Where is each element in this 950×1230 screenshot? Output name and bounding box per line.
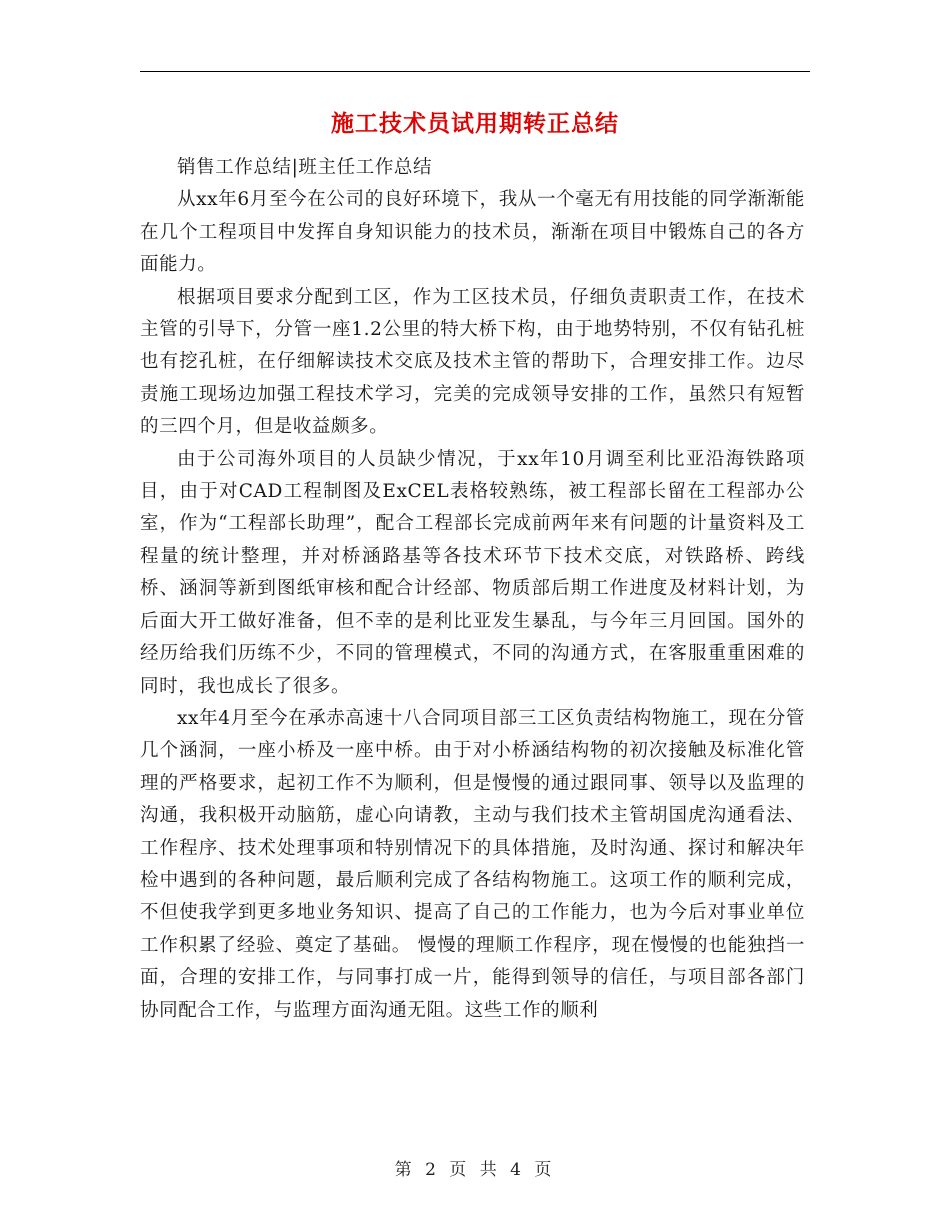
document-title: 施工技术员试用期转正总结	[331, 110, 619, 137]
document-body	[140, 152, 805, 1027]
paragraph-current-project: xx年4月至今在承赤高速十八合同项目部三工区负责结构物施工，现在分管几个涵洞，一座小桥及一座中桥。由于对小桥涵结构物的初次接触及标准化管理的严格要求，起初工作不为顺利，但是慢慢的通过跟同事、领导以及监理的沟通，我积极开动脑筋，虚心向请教，主动与我们技术主管胡国虎沟通看法、工作程序、技术处理事项和特别情况下的具体措施，及时沟通、探讨和解决年检中遇到的各种问题，最后顺利完成了各结构物施工。这项工作的顺利完成，不但使我学到更多地业务知识、提高了自己的工作能力，也为今后对事业单位工作积累了经验、奠定了基础。 慢慢的理顺工作程序，现在慢慢的也能独挡一面，合理的安排工作，与同事打成一片，能得到领导的信任，与项目部各部门协同配合工作，与监理方面沟通无阻。这些工作的顺利	[140, 707, 805, 1021]
paragraph-first-project: 根据项目要求分配到工区，作为工区技术员，仔细负责职责工作，在技术主管的引导下，分管一座1.2公里的特大桥下构，由于地势特别，不仅有钻孔桩也有挖孔桩，在仔细解读技术交底及技术主管的帮助下，合理安排工作。边尽责施工现场边加强工程技术学习，完美的完成领导安排的工作，虽然只有短暂的三四个月，但是收益颇多。	[140, 286, 805, 438]
page-number: 第 2 页 共 4 页	[394, 1160, 556, 1180]
paragraph-tags: 销售工作总结|班主任工作总结	[177, 157, 433, 178]
paragraph-intro: 从xx年6月至今在公司的良好环境下，我从一个毫无有用技能的同学渐渐能在几个工程项目中发挥自身知识能力的技术员，渐渐在项目中锻炼自己的各方面能力。	[140, 189, 805, 276]
paragraph-overseas-project: 由于公司海外项目的人员缺少情况，于xx年10月调至利比亚沿海铁路项目，由于对CAD工程制图及ExCEL表格较熟练，被工程部长留在工程部办公室，作为“工程部长助理”，配合工程部长完成前两年来有问题的计量资料及工程量的统计整理，并对桥涵路基等各技术环节下技术交底，对铁路桥、跨线桥、涵洞等新到图纸审核和配合计经部、物质部后期工作进度及材料计划，为后面大开工做好准备，但不幸的是利比亚发生暴乱，与今年三月回国。国外的经历给我们历练不少，不同的管理模式，不同的沟通方式，在客服重重困难的同时，我也成长了很多。	[140, 448, 805, 697]
header-rule	[140, 71, 810, 72]
